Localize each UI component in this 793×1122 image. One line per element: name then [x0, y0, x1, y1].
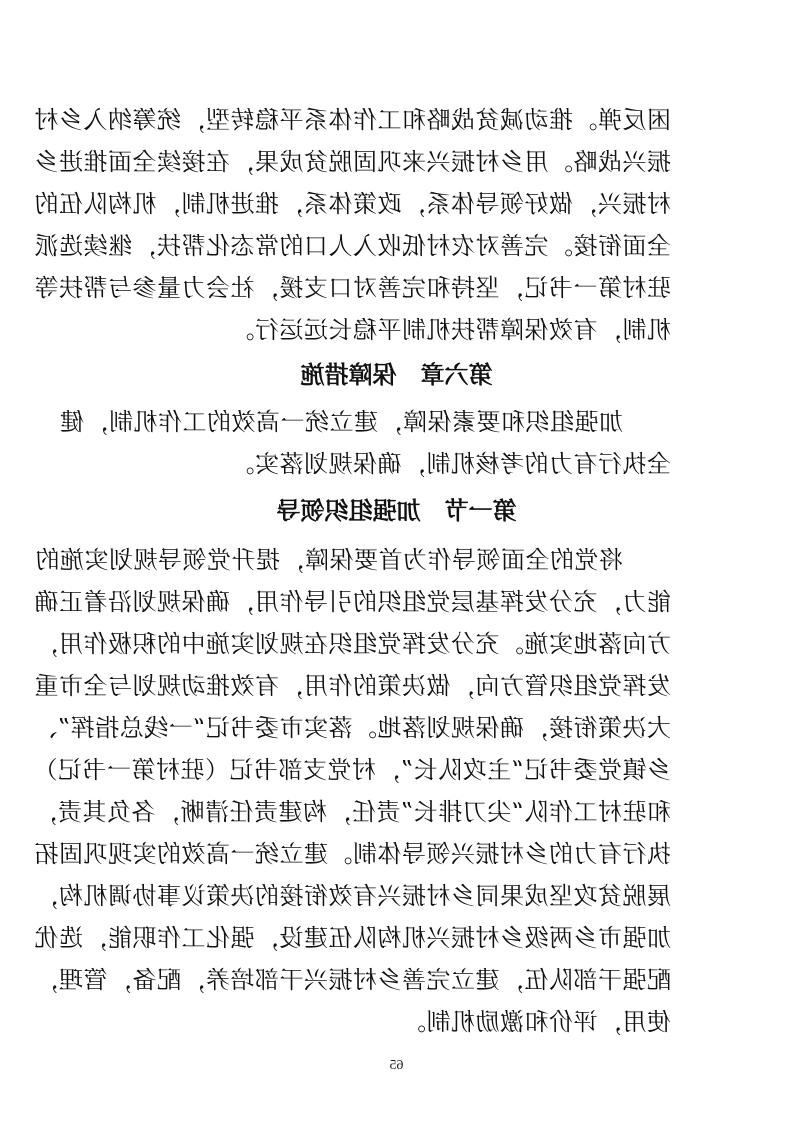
text-line: 使用，评价和激励机制。 [401, 1008, 671, 1036]
text-line: 将党的全面领导作为首要保障，提升党领导规划实施的 [35, 546, 623, 574]
text-line: 大决策衔接，确保规划落地。落实市委书记“一线总指挥”、 [32, 714, 671, 742]
text-line: 驻村第一书记，坚持和完善对口支援，社会力量参与帮扶等 [34, 274, 671, 302]
text-line: 加强市乡两级乡村振兴机构队伍建设，强化工作职能，选优 [34, 924, 671, 952]
text-line: 乡镇党委书记“主攻队长”，村党支部书记（驻村第一书记） [32, 756, 671, 784]
section-heading: 第一节 加强组织领导 [276, 497, 517, 525]
chapter-heading: 第六章 保障措施 [300, 361, 493, 389]
text-line: 能力，充分发挥基层党组织的引导作用，确保规划沿着正确 [34, 588, 671, 616]
text-line: 展脱贫攻坚成果同乡村振兴有效衔接的决策议事协调机构， [34, 882, 671, 910]
text-line: 和驻村工作队“尖刀排长”责任，构建责任清晰，各负其责， [32, 798, 671, 826]
text-line: 机制，有效保障帮扶机制平稳长远运行。 [230, 316, 671, 344]
text-line: 发挥党组织管方向，做决策的作用，有效推动规划与全市重 [34, 672, 671, 700]
text-line: 全面衔接。完善对农村低收入人口的常态化帮扶，继续选派 [34, 232, 671, 260]
text-line: 执行有力的乡村振兴领导体制。建立统一高效的实现巩固拓 [34, 840, 671, 868]
text-line: 村振兴，做好领导体系，政策体系，推进机制，机构队伍的 [34, 190, 671, 218]
text-line: 振兴战略。用乡村振兴来巩固脱贫成果，在接续全面推进乡 [34, 148, 671, 176]
text-line: 加强组织和要素保障，建立统一高效的工作机制，健 [59, 408, 623, 436]
text-line: 困反弹。推动减贫战略和工作体系平稳转型，统筹纳入乡村 [34, 106, 671, 134]
text-line: 配强干部队伍，建立完善乡村振兴干部培养，配备，管理， [34, 966, 671, 994]
text-line: 方向落地实施。充分发挥党组织在规划实施中的积极作用， [34, 630, 671, 658]
text-line: 全执行有力的考核机制，确保规划落实。 [230, 450, 671, 478]
page-number: 65 [389, 1058, 404, 1073]
